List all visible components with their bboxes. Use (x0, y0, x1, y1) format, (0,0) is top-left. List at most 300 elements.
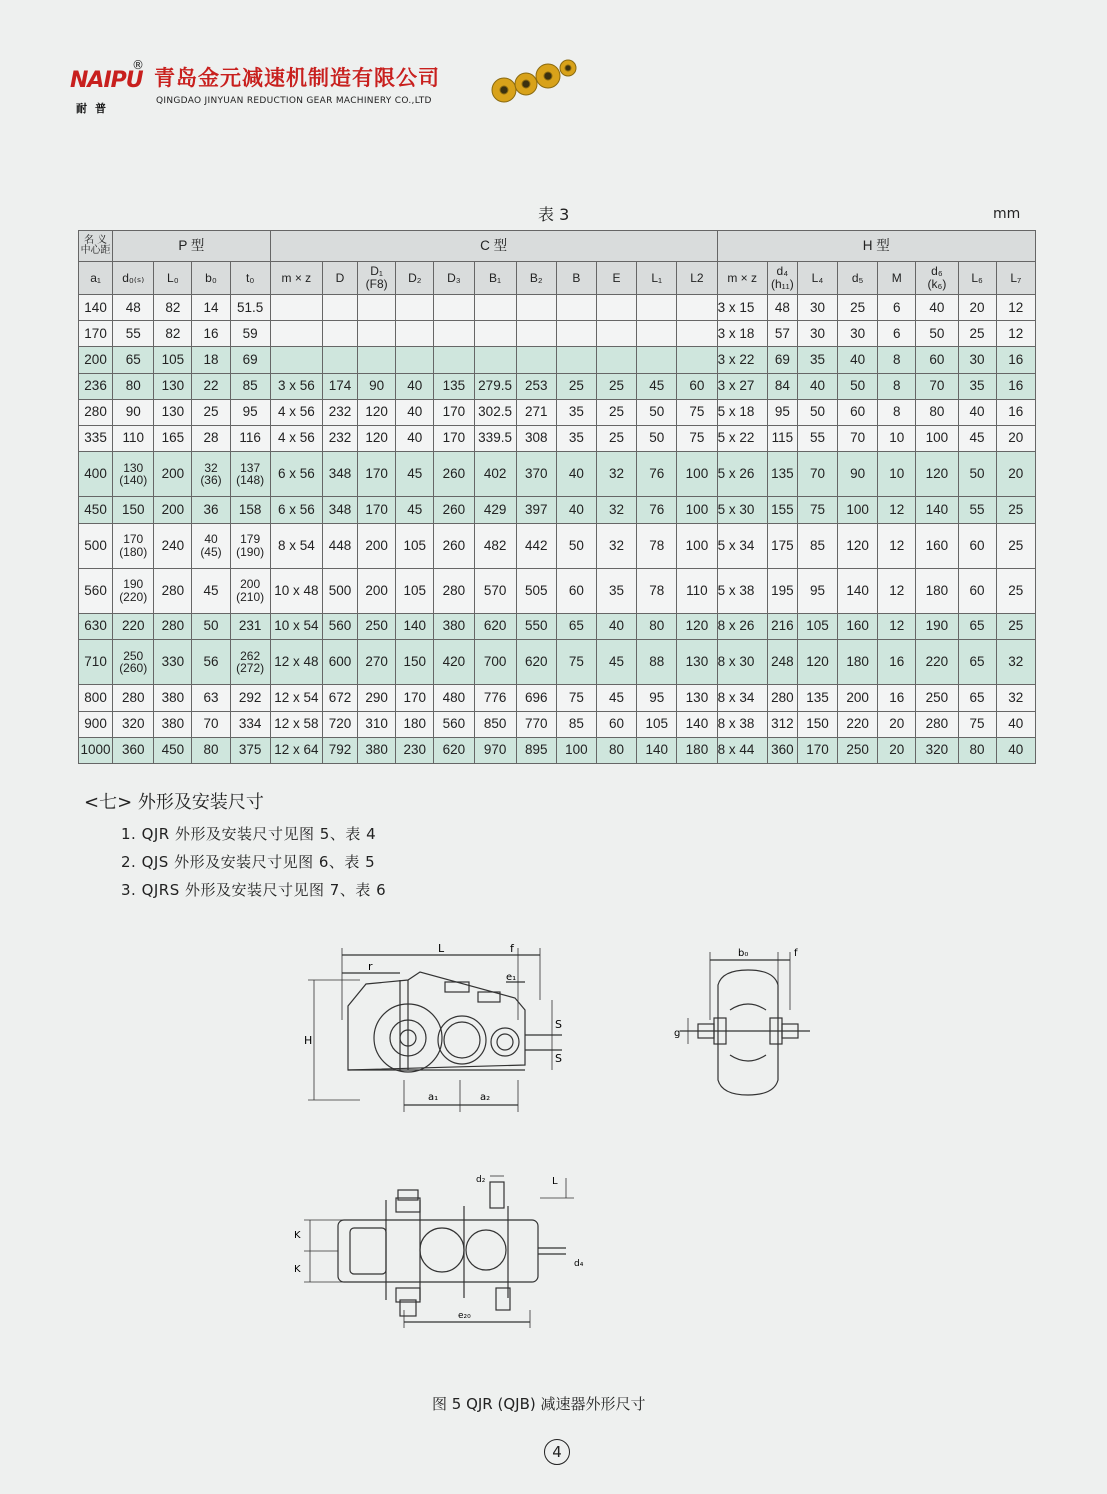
table-cell (434, 347, 474, 373)
table-cell: 45 (958, 425, 996, 451)
column-header: L₀ (154, 262, 192, 295)
table-cell: 130 (677, 685, 717, 711)
table-cell: 20 (878, 711, 916, 737)
table-cell: 78 (637, 568, 677, 613)
table-cell: 16 (996, 399, 1035, 425)
table-cell (358, 295, 396, 321)
table-cell: 250 (260) (113, 640, 154, 685)
column-header: L₁ (637, 262, 677, 295)
table-cell: 78 (637, 523, 677, 568)
dim-label-s-top: S (555, 1018, 562, 1031)
table-cell: 95 (767, 399, 797, 425)
table-cell: 75 (958, 711, 996, 737)
table-cell: 45 (396, 497, 434, 523)
table-cell: 25 (596, 399, 636, 425)
table-cell: 280 (79, 399, 113, 425)
table-cell: 45 (596, 685, 636, 711)
table-cell: 45 (637, 373, 677, 399)
table-cell: 60 (596, 711, 636, 737)
table-cell: 30 (838, 321, 878, 347)
table-cell (474, 347, 516, 373)
table-cell: 895 (516, 737, 556, 763)
table-cell: 175 (767, 523, 797, 568)
table-cell: 8 (878, 399, 916, 425)
table-cell: 570 (474, 568, 516, 613)
table-row (79, 640, 1036, 685)
table-cell: 970 (474, 737, 516, 763)
table-cell: 140 (677, 711, 717, 737)
table-cell: 40 (996, 711, 1035, 737)
table-cell: 100 (838, 497, 878, 523)
table-cell: 130 (677, 640, 717, 685)
table-cell: 290 (358, 685, 396, 711)
table-cell: 116 (230, 425, 270, 451)
table-cell: 450 (79, 497, 113, 523)
table-cell: 5 x 26 (717, 452, 767, 497)
table-cell: 60 (958, 568, 996, 613)
table-cell: 25 (596, 425, 636, 451)
table-cell: 348 (322, 497, 357, 523)
table-cell: 270 (358, 640, 396, 685)
table-cell: 236 (79, 373, 113, 399)
table-cell: 3 x 22 (717, 347, 767, 373)
dim-label-g: g (674, 1028, 681, 1039)
table-cell: 35 (596, 568, 636, 613)
table-cell: 170 (797, 737, 837, 763)
table-cell: 105 (637, 711, 677, 737)
table-cell: 170 (434, 425, 474, 451)
table-cell: 280 (154, 613, 192, 639)
table-cell: 8 x 44 (717, 737, 767, 763)
table-cell: 380 (434, 613, 474, 639)
dim-label-s-bottom: S (555, 1052, 562, 1065)
table-cell: 25 (996, 568, 1035, 613)
table-cell: 600 (322, 640, 357, 685)
table-row (79, 399, 1036, 425)
table-cell: 380 (154, 711, 192, 737)
table-cell: 50 (637, 399, 677, 425)
table-cell: 40 (396, 399, 434, 425)
table-cell: 190 (916, 613, 958, 639)
table-cell: 429 (474, 497, 516, 523)
table-cell: 150 (113, 497, 154, 523)
table-cell: 442 (516, 523, 556, 568)
column-header: d₆ (k₆) (916, 262, 958, 295)
table-cell: 16 (996, 347, 1035, 373)
table-cell: 375 (230, 737, 270, 763)
table-cell: 48 (767, 295, 797, 321)
table-cell: 25 (838, 295, 878, 321)
table-cell: 95 (230, 399, 270, 425)
table-cell: 3 x 15 (717, 295, 767, 321)
table-cell: 100 (677, 497, 717, 523)
table-cell: 220 (113, 613, 154, 639)
table-cell: 50 (637, 425, 677, 451)
table-cell: 3 x 56 (270, 373, 322, 399)
table-cell: 8 x 30 (717, 640, 767, 685)
table-cell (322, 347, 357, 373)
dim-label-k-top: K (294, 1230, 301, 1241)
dim-label-b0: b₀ (738, 948, 749, 959)
gears-icon (486, 58, 582, 108)
table-row (79, 425, 1036, 451)
table-cell: 12 (878, 497, 916, 523)
table-cell: 500 (322, 568, 357, 613)
table-cell: 560 (79, 568, 113, 613)
table-cell (596, 321, 636, 347)
column-header: L2 (677, 262, 717, 295)
table-cell: 100 (556, 737, 596, 763)
table-cell (516, 295, 556, 321)
table-cell: 200 (210) (230, 568, 270, 613)
table-cell: 8 x 38 (717, 711, 767, 737)
table-cell: 60 (958, 523, 996, 568)
dimension-table (78, 230, 1036, 764)
column-header: L₇ (996, 262, 1035, 295)
column-header: E (596, 262, 636, 295)
table-cell: 630 (79, 613, 113, 639)
dim-label-f: f (510, 942, 514, 955)
table-cell: 12 (996, 321, 1035, 347)
column-header: L₄ (797, 262, 837, 295)
table-cell: 10 (878, 425, 916, 451)
table-cell: 105 (154, 347, 192, 373)
table-cell: 165 (154, 425, 192, 451)
table-cell: 60 (916, 347, 958, 373)
table-cell: 65 (958, 685, 996, 711)
table-cell: 170 (358, 497, 396, 523)
table-cell: 450 (154, 737, 192, 763)
table-cell: 69 (767, 347, 797, 373)
table-row (79, 321, 1036, 347)
table-cell: 280 (434, 568, 474, 613)
table-cell: 36 (192, 497, 230, 523)
table-cell: 448 (322, 523, 357, 568)
table-cell: 60 (556, 568, 596, 613)
table-cell: 170 (396, 685, 434, 711)
table-cell: 95 (797, 568, 837, 613)
table-cell (637, 347, 677, 373)
table-cell: 420 (434, 640, 474, 685)
table-cell (270, 347, 322, 373)
column-header: B₂ (516, 262, 556, 295)
table-cell: 560 (322, 613, 357, 639)
table-cell: 90 (358, 373, 396, 399)
table-cell: 20 (958, 295, 996, 321)
table-cell: 40 (996, 737, 1035, 763)
table-row (79, 373, 1036, 399)
table-cell: 8 (878, 347, 916, 373)
table-cell: 110 (677, 568, 717, 613)
table-cell: 130 (154, 373, 192, 399)
table-cell: 170 (79, 321, 113, 347)
table-cell: 28 (192, 425, 230, 451)
table-cell: 90 (113, 399, 154, 425)
table-cell: 230 (396, 737, 434, 763)
table-cell (677, 347, 717, 373)
table-cell: 12 x 48 (270, 640, 322, 685)
group-header-p: P 型 (113, 231, 271, 262)
group-header-c: C 型 (270, 231, 717, 262)
table-cell: 20 (996, 425, 1035, 451)
section-item: 2. QJS 外形及安装尺寸见图 6、表 5 (121, 853, 376, 871)
table-cell: 32 (996, 685, 1035, 711)
table-cell: 40 (45) (192, 523, 230, 568)
table-cell: 792 (322, 737, 357, 763)
table-cell: 216 (767, 613, 797, 639)
table-cell: 280 (154, 568, 192, 613)
table-cell: 260 (434, 452, 474, 497)
table-cell: 6 x 56 (270, 497, 322, 523)
table-cell: 335 (79, 425, 113, 451)
table-cell: 85 (556, 711, 596, 737)
table-row (79, 613, 1036, 639)
table-cell: 250 (916, 685, 958, 711)
table-cell (434, 295, 474, 321)
column-header: B (556, 262, 596, 295)
table-cell: 84 (767, 373, 797, 399)
table-cell: 180 (916, 568, 958, 613)
table-cell: 8 x 26 (717, 613, 767, 639)
table-cell: 190 (220) (113, 568, 154, 613)
table-cell: 56 (192, 640, 230, 685)
side-view-drawing (660, 940, 820, 1110)
table-cell: 75 (556, 640, 596, 685)
column-header: D₁ (F8) (358, 262, 396, 295)
table-cell (322, 295, 357, 321)
table-cell: 5 x 34 (717, 523, 767, 568)
table-cell: 16 (878, 685, 916, 711)
dim-label-f-side: f (794, 948, 798, 959)
table-cell: 32 (596, 452, 636, 497)
table-cell: 150 (396, 640, 434, 685)
table-cell (396, 347, 434, 373)
table-cell: 51.5 (230, 295, 270, 321)
table-cell: 115 (767, 425, 797, 451)
table-cell: 135 (434, 373, 474, 399)
table-cell: 12 (878, 568, 916, 613)
table-cell: 279.5 (474, 373, 516, 399)
table-cell (516, 347, 556, 373)
table-cell: 140 (79, 295, 113, 321)
table-cell: 339.5 (474, 425, 516, 451)
table-cell: 158 (230, 497, 270, 523)
table-cell: 179 (190) (230, 523, 270, 568)
table-cell: 40 (396, 373, 434, 399)
table-cell: 82 (154, 321, 192, 347)
table-caption: 表 3 (538, 205, 570, 224)
table-row (79, 568, 1036, 613)
plan-view-drawing (290, 1170, 600, 1340)
table-cell: 672 (322, 685, 357, 711)
table-cell: 82 (154, 295, 192, 321)
table-cell: 800 (79, 685, 113, 711)
table-cell: 95 (637, 685, 677, 711)
table-cell: 30 (797, 321, 837, 347)
table-cell: 195 (767, 568, 797, 613)
table-cell: 40 (838, 347, 878, 373)
table-cell (270, 321, 322, 347)
table-cell: 280 (767, 685, 797, 711)
table-cell: 505 (516, 568, 556, 613)
table-cell: 220 (916, 640, 958, 685)
table-row (79, 452, 1036, 497)
dim-label-a2: a₂ (480, 1092, 491, 1103)
table-cell: 5 x 30 (717, 497, 767, 523)
table-cell: 88 (637, 640, 677, 685)
table-cell: 280 (113, 685, 154, 711)
table-cell: 5 x 38 (717, 568, 767, 613)
table-cell: 32 (596, 497, 636, 523)
table-cell: 50 (916, 321, 958, 347)
table-cell: 80 (958, 737, 996, 763)
table-cell (556, 321, 596, 347)
table-cell: 120 (797, 640, 837, 685)
dim-label-e1: e₁ (506, 972, 517, 983)
table-cell: 48 (113, 295, 154, 321)
table-cell (637, 295, 677, 321)
table-cell: 550 (516, 613, 556, 639)
table-cell: 25 (996, 497, 1035, 523)
table-cell: 3 x 18 (717, 321, 767, 347)
column-header: d₀₍ₛ₎ (113, 262, 154, 295)
logo-chinese: 耐普 (76, 102, 114, 115)
table-cell: 150 (797, 711, 837, 737)
table-cell: 302.5 (474, 399, 516, 425)
table-cell: 45 (596, 640, 636, 685)
table-cell: 3 x 27 (717, 373, 767, 399)
table-cell: 50 (192, 613, 230, 639)
table-cell: 16 (878, 640, 916, 685)
table-cell: 174 (322, 373, 357, 399)
column-header: D₃ (434, 262, 474, 295)
table-cell (516, 321, 556, 347)
table-cell: 360 (767, 737, 797, 763)
table-body (79, 295, 1036, 764)
table-cell: 105 (396, 568, 434, 613)
table-cell: 140 (838, 568, 878, 613)
table-cell: 45 (396, 452, 434, 497)
table-cell: 85 (230, 373, 270, 399)
table-cell: 12 x 58 (270, 711, 322, 737)
table-cell: 69 (230, 347, 270, 373)
table-cell: 45 (192, 568, 230, 613)
table-cell (434, 321, 474, 347)
table-cell: 40 (396, 425, 434, 451)
table-cell: 170 (180) (113, 523, 154, 568)
table-cell: 6 (878, 295, 916, 321)
table-cell: 57 (767, 321, 797, 347)
table-cell: 40 (958, 399, 996, 425)
table-cell: 40 (556, 452, 596, 497)
table-cell: 40 (556, 497, 596, 523)
table-cell: 380 (154, 685, 192, 711)
table-cell: 32 (996, 640, 1035, 685)
column-header: d₅ (838, 262, 878, 295)
table-cell: 55 (113, 321, 154, 347)
table-cell: 240 (154, 523, 192, 568)
table-cell (474, 321, 516, 347)
dim-label-L: L (438, 942, 445, 955)
table-row (79, 523, 1036, 568)
table-cell: 12 (878, 613, 916, 639)
table-cell: 70 (797, 452, 837, 497)
dim-label-k-bottom: K (294, 1264, 301, 1275)
table-cell: 50 (556, 523, 596, 568)
figure-caption: 图 5 QJR (QJB) 减速器外形尺寸 (432, 1395, 646, 1413)
table-cell (677, 321, 717, 347)
table-cell: 6 x 56 (270, 452, 322, 497)
dim-label-h: H (304, 1034, 313, 1047)
table-row (79, 497, 1036, 523)
corner-header: 名 义 中心距 (79, 231, 113, 262)
table-cell: 80 (192, 737, 230, 763)
table-cell: 70 (916, 373, 958, 399)
table-cell: 50 (797, 399, 837, 425)
table-cell: 55 (958, 497, 996, 523)
table-cell: 32 (36) (192, 452, 230, 497)
table-cell: 200 (79, 347, 113, 373)
table-cell (358, 321, 396, 347)
table-cell: 12 x 64 (270, 737, 322, 763)
table-cell (677, 295, 717, 321)
table-cell: 120 (838, 523, 878, 568)
table-row (79, 711, 1036, 737)
table-cell: 75 (677, 399, 717, 425)
table-cell: 80 (916, 399, 958, 425)
table-row (79, 737, 1036, 763)
table-cell: 348 (322, 452, 357, 497)
table-cell: 105 (797, 613, 837, 639)
table-cell: 170 (358, 452, 396, 497)
table-cell: 232 (322, 425, 357, 451)
table-row (79, 347, 1036, 373)
column-header: a₁ (79, 262, 113, 295)
table-cell: 137 (148) (230, 452, 270, 497)
page-number: 4 (544, 1439, 570, 1465)
table-cell: 900 (79, 711, 113, 737)
table-cell: 130 (140) (113, 452, 154, 497)
logo-wordmark: NAIPU (70, 68, 143, 93)
dim-label-d2: d₂ (476, 1175, 486, 1185)
table-cell: 200 (358, 568, 396, 613)
column-header: D₂ (396, 262, 434, 295)
dim-label-l: L (552, 1176, 558, 1187)
table-cell: 370 (516, 452, 556, 497)
table-cell (637, 321, 677, 347)
table-cell: 5 x 22 (717, 425, 767, 451)
section-item: 1. QJR 外形及安装尺寸见图 5、表 4 (121, 825, 377, 843)
table-cell: 12 (878, 523, 916, 568)
table-cell: 16 (192, 321, 230, 347)
table-cell: 200 (358, 523, 396, 568)
table-cell: 30 (958, 347, 996, 373)
table-cell: 20 (878, 737, 916, 763)
table-cell: 55 (797, 425, 837, 451)
table-cell: 76 (637, 497, 677, 523)
table-cell: 696 (516, 685, 556, 711)
table-cell: 620 (474, 613, 516, 639)
table-cell: 135 (767, 452, 797, 497)
table-cell (596, 347, 636, 373)
table-cell: 14 (192, 295, 230, 321)
table-cell: 12 (996, 295, 1035, 321)
dim-label-e20: e₂₀ (458, 1311, 471, 1321)
table-cell (396, 321, 434, 347)
column-header: M (878, 262, 916, 295)
table-cell: 25 (192, 399, 230, 425)
table-cell: 620 (516, 640, 556, 685)
